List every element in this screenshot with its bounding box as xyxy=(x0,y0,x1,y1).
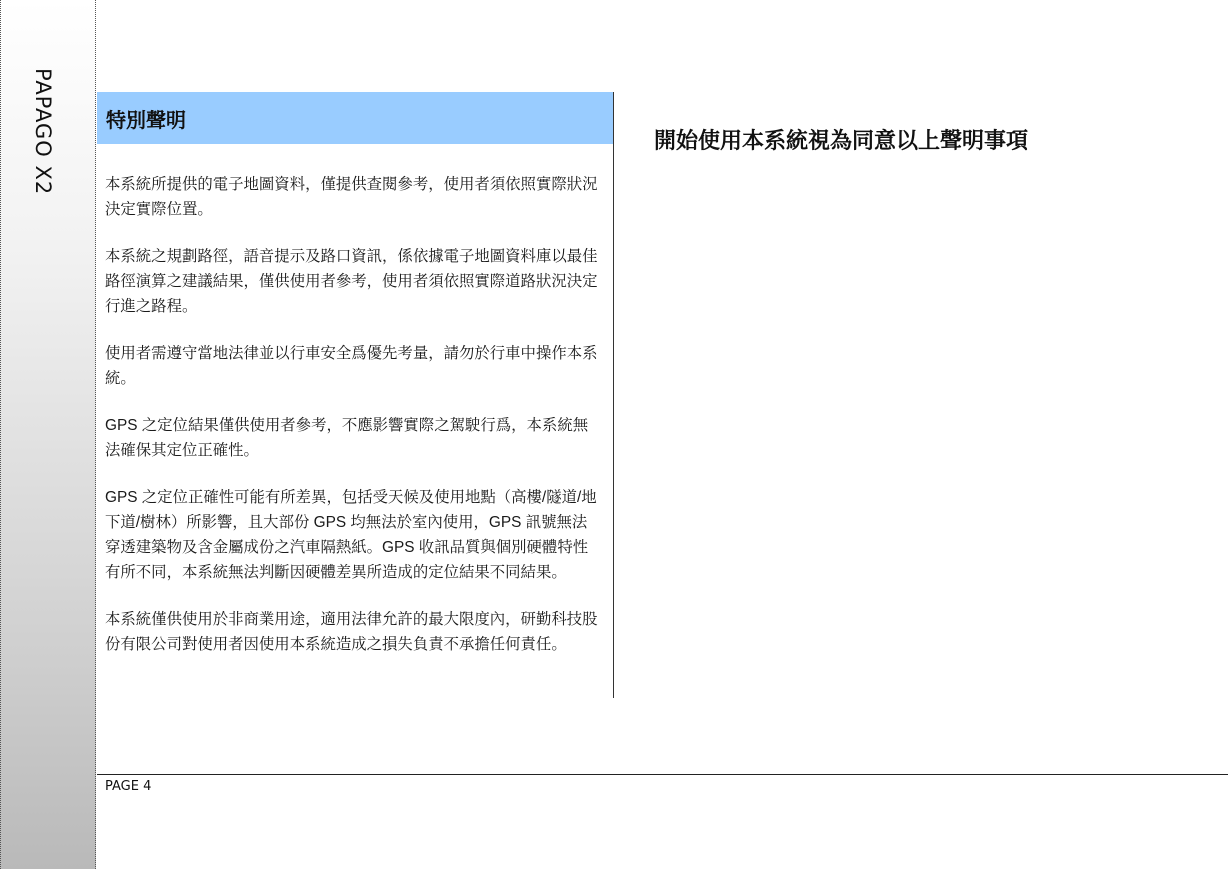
consent-heading: 開始使用本系統視為同意以上聲明事項 xyxy=(654,129,1029,154)
disclaimer-paragraph: 使用者需遵守當地法律並以行車安全爲優先考量，請勿於行車中操作本系統。 xyxy=(105,345,598,387)
disclaimer-body xyxy=(97,144,613,657)
disclaimer-paragraph: GPS 之定位正確性可能有所差異，包括受天候及使用地點（高樓/隧道/地下道/樹林）所影響，且大部份 GPS 均無法於室內使用，GPS 訊號無法穿透建築物及含金屬成份之汽車隔熱紙。GPS 收訊品質與個別硬體特性有所不同，本系統無法判斷因硬體差異所造成的定位結果不同結果。 xyxy=(105,489,597,581)
section-heading: 特別聲明 xyxy=(97,92,613,144)
footer-divider xyxy=(97,774,1228,775)
disclaimer-paragraph: 本系統僅供使用於非商業用途，適用法律允許的最大限度內，研勤科技股份有限公司對使用者因使用本系統造成之損失負責不承擔任何責任。 xyxy=(105,611,598,653)
disclaimer-paragraph: 本系統之規劃路徑，語音提示及路口資訊，係依據電子地圖資料庫以最佳路徑演算之建議結果，僅供使用者參考，使用者須依照實際道路狀況決定行進之路程。 xyxy=(105,248,598,315)
disclaimer-paragraph: GPS 之定位結果僅供使用者參考，不應影響實際之駕駛行爲，本系統無法確保其定位正確性。 xyxy=(105,417,589,459)
page-number: PAGE 4 xyxy=(105,779,152,794)
side-bar xyxy=(0,0,96,869)
disclaimer-section xyxy=(97,92,614,698)
document-title: PAPAGO X2 xyxy=(31,68,55,196)
disclaimer-paragraph: 本系統所提供的電子地圖資料，僅提供查閱參考，使用者須依照實際狀況決定實際位置。 xyxy=(105,176,598,218)
